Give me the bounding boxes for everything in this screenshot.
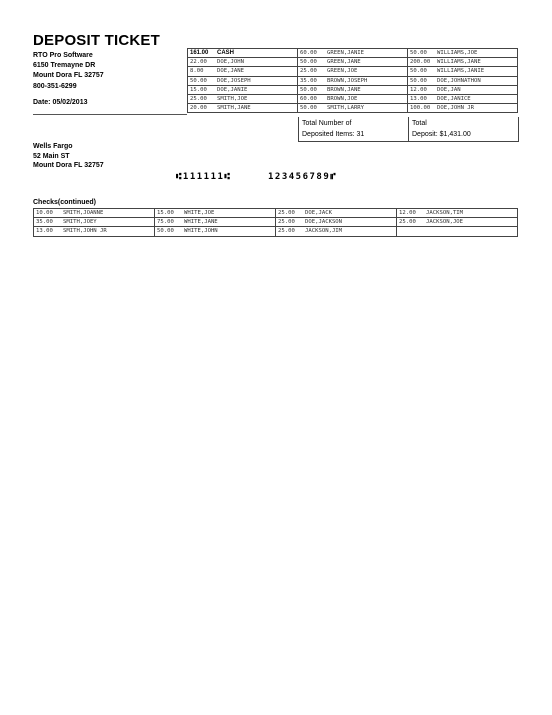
deposit-items-table bbox=[187, 48, 518, 113]
company-address: 6150 Tremayne DR bbox=[33, 62, 96, 70]
payer-name: DOE,JANIE bbox=[217, 86, 248, 93]
payer-name: DOE,JACKSON bbox=[305, 219, 343, 226]
table-row bbox=[188, 104, 518, 113]
deposit-date: Date: 05/02/2013 bbox=[33, 99, 88, 106]
table-cell bbox=[298, 49, 408, 58]
bank-info bbox=[33, 142, 104, 171]
total-deposit-label: Total bbox=[412, 120, 427, 127]
total-items-cell bbox=[299, 117, 409, 142]
table-cell bbox=[408, 104, 518, 113]
amount-value: 12.00 bbox=[410, 86, 427, 93]
amount-value: 25.00 bbox=[278, 228, 295, 235]
amount-value: 25.00 bbox=[190, 96, 207, 103]
amount-value: 22.00 bbox=[190, 59, 207, 66]
payer-name: DOE,JOHN JR bbox=[437, 105, 475, 112]
table-cell bbox=[155, 227, 276, 236]
table-cell bbox=[188, 67, 298, 76]
table-cell bbox=[188, 94, 298, 103]
table-cell bbox=[408, 58, 518, 67]
company-name: RTO Pro Software bbox=[33, 52, 93, 59]
checks-continued-label: Checks(continued) bbox=[33, 199, 97, 206]
table-cell bbox=[298, 104, 408, 113]
payer-name: JACKSON,JOE bbox=[426, 219, 464, 226]
company-phone: 800-351-6299 bbox=[33, 82, 77, 90]
payer-name: WILLIAMS,JOE bbox=[437, 50, 478, 57]
table-cell bbox=[408, 76, 518, 85]
table-cell bbox=[408, 67, 518, 76]
company-info bbox=[33, 51, 104, 92]
payer-name: SMITH,JOE bbox=[217, 96, 248, 103]
payer-name: DOE,JAN bbox=[437, 86, 461, 93]
table-cell bbox=[276, 218, 397, 227]
table-row bbox=[34, 227, 518, 236]
amount-value: 50.00 bbox=[410, 77, 427, 84]
table-cell bbox=[34, 209, 155, 218]
amount-value: 60.00 bbox=[300, 50, 317, 57]
table-cell bbox=[155, 209, 276, 218]
amount-value: 50.00 bbox=[410, 50, 427, 57]
page-title: DEPOSIT TICKET bbox=[33, 32, 160, 49]
amount-value: 25.00 bbox=[399, 219, 416, 226]
amount-value: 15.00 bbox=[157, 210, 174, 217]
payer-name: JACKSON,TIM bbox=[426, 210, 464, 217]
total-items-value: Deposited Items: 31 bbox=[302, 131, 365, 138]
company-city: Mount Dora FL 32757 bbox=[33, 72, 104, 80]
payer-name: WHITE,JOE bbox=[184, 210, 215, 217]
table-row bbox=[188, 94, 518, 103]
table-cell bbox=[188, 85, 298, 94]
table-cell bbox=[188, 76, 298, 85]
table-cell bbox=[298, 76, 408, 85]
table-cell bbox=[188, 58, 298, 67]
bank-name: Wells Fargo bbox=[33, 143, 73, 150]
amount-value: 25.00 bbox=[278, 219, 295, 226]
amount-value: 161.00 bbox=[190, 50, 209, 57]
amount-value: 12.00 bbox=[399, 210, 416, 217]
divider bbox=[33, 114, 187, 115]
table-cell bbox=[298, 58, 408, 67]
amount-value: 200.00 bbox=[410, 59, 431, 66]
payer-name: WHITE,JANE bbox=[184, 219, 218, 226]
amount-value: 50.00 bbox=[300, 59, 317, 66]
payer-name: GREEN,JANIE bbox=[327, 50, 365, 57]
amount-value: 100.00 bbox=[410, 105, 431, 112]
payer-name: JACKSON,JIM bbox=[305, 228, 343, 235]
table-cell bbox=[276, 209, 397, 218]
totals-table bbox=[298, 117, 519, 142]
amount-value: 35.00 bbox=[36, 219, 53, 226]
payer-name: DOE,JOHN bbox=[217, 59, 244, 66]
payer-name: BROWN,JOE bbox=[327, 96, 358, 103]
payer-name: BROWN,JANE bbox=[327, 86, 361, 93]
table-cell bbox=[155, 218, 276, 227]
payer-name: DOE,JOSEPH bbox=[217, 77, 251, 84]
table-row bbox=[188, 58, 518, 67]
amount-value: 75.00 bbox=[157, 219, 174, 226]
table-cell bbox=[408, 49, 518, 58]
micr-routing-number: ⑆111111⑆ bbox=[176, 172, 232, 182]
table-row bbox=[188, 67, 518, 76]
payer-name: WILLIAMS,JANIE bbox=[437, 68, 485, 75]
table-row bbox=[34, 218, 518, 227]
amount-value: 15.00 bbox=[190, 86, 207, 93]
payer-name: SMITH,JOANNE bbox=[63, 210, 104, 217]
table-row bbox=[34, 209, 518, 218]
payer-name: SMITH,JOHN JR bbox=[63, 228, 107, 235]
table-cell bbox=[397, 218, 518, 227]
payer-name: WHITE,JOHN bbox=[184, 228, 218, 235]
payer-name: DOE,JANE bbox=[217, 68, 244, 75]
amount-value: 35.00 bbox=[300, 77, 317, 84]
table-cell bbox=[298, 94, 408, 103]
amount-value: 50.00 bbox=[300, 105, 317, 112]
amount-value: 60.00 bbox=[300, 96, 317, 103]
total-deposit-value: Deposit: $1,431.00 bbox=[412, 131, 471, 138]
payer-name: BROWN,JOSEPH bbox=[327, 77, 368, 84]
table-cell bbox=[276, 227, 397, 236]
checks-table bbox=[33, 208, 518, 237]
amount-value: 8.00 bbox=[190, 68, 204, 75]
table-cell bbox=[397, 227, 518, 236]
amount-value: 13.00 bbox=[36, 228, 53, 235]
amount-value: 50.00 bbox=[190, 77, 207, 84]
payer-name: GREEN,JOE bbox=[327, 68, 358, 75]
payer-name: DOE,JANICE bbox=[437, 96, 471, 103]
payer-name: DOE,JOHNATHON bbox=[437, 77, 481, 84]
amount-value: 13.00 bbox=[410, 96, 427, 103]
total-items-label: Total Number of bbox=[302, 120, 352, 127]
payer-name: DOE,JACK bbox=[305, 210, 332, 217]
table-row bbox=[188, 76, 518, 85]
table-row bbox=[188, 49, 518, 58]
table-cell bbox=[188, 104, 298, 113]
bank-address: 52 Main ST bbox=[33, 152, 70, 160]
table-cell bbox=[408, 85, 518, 94]
table-cell bbox=[397, 209, 518, 218]
micr-account-number: 123456789⑈ bbox=[268, 172, 338, 182]
table-cell bbox=[188, 49, 298, 58]
amount-value: 20.00 bbox=[190, 105, 207, 112]
table-cell bbox=[298, 67, 408, 76]
table-cell bbox=[34, 227, 155, 236]
payer-name: WILLIAMS,JANE bbox=[437, 59, 481, 66]
amount-value: 10.00 bbox=[36, 210, 53, 217]
bank-city: Mount Dora FL 32757 bbox=[33, 162, 104, 169]
payer-name: SMITH,LARRY bbox=[327, 105, 365, 112]
amount-value: 50.00 bbox=[157, 228, 174, 235]
payer-name: SMITH,JANE bbox=[217, 105, 251, 112]
payer-name: CASH bbox=[217, 50, 235, 57]
amount-value: 25.00 bbox=[300, 68, 317, 75]
table-cell bbox=[408, 94, 518, 103]
table-cell bbox=[34, 218, 155, 227]
amount-value: 25.00 bbox=[278, 210, 295, 217]
table-cell bbox=[298, 85, 408, 94]
table-row bbox=[188, 85, 518, 94]
payer-name: GREEN,JANE bbox=[327, 59, 361, 66]
payer-name: SMITH,JOEY bbox=[63, 219, 97, 226]
amount-value: 50.00 bbox=[410, 68, 427, 75]
amount-value: 50.00 bbox=[300, 86, 317, 93]
total-deposit-cell bbox=[409, 117, 519, 142]
